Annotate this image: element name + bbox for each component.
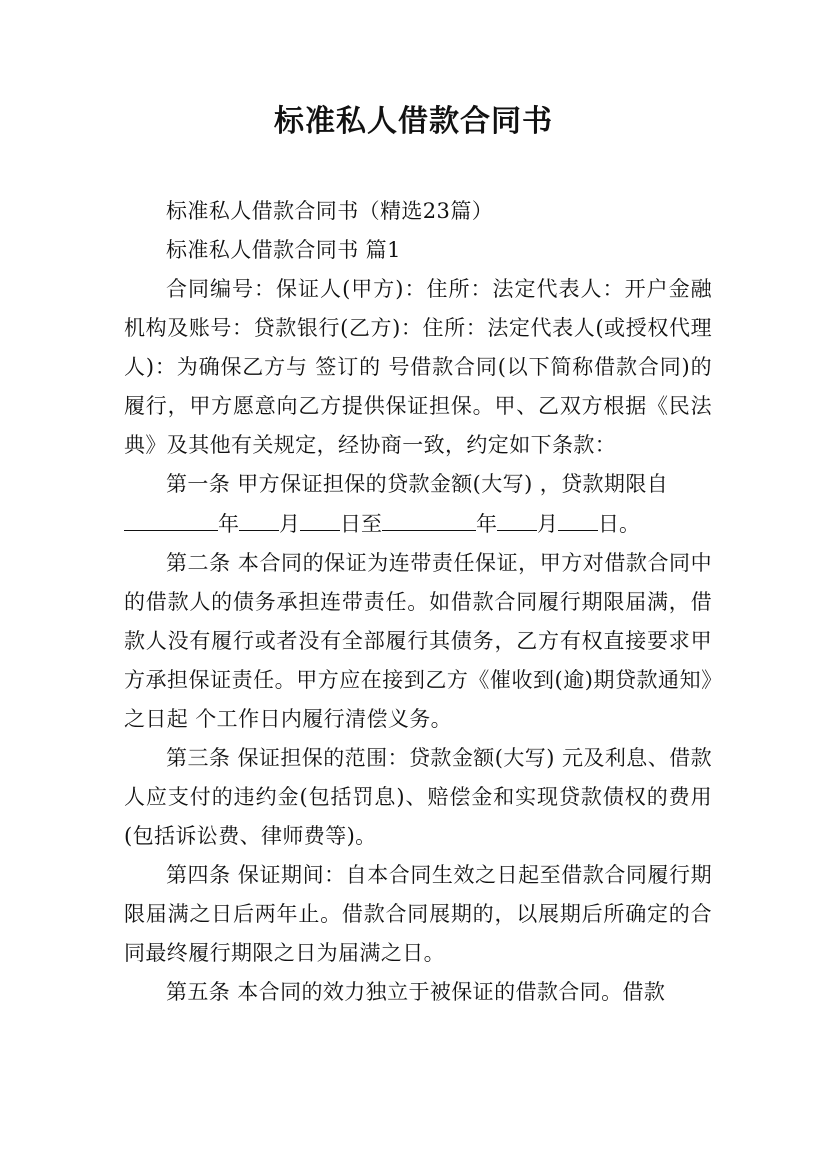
subtitle-line: 标准私人借款合同书（精选23篇） [166,199,494,223]
day-end-label: 日。 [598,512,640,536]
article-5-paragraph: 第五条 本合同的效力独立于被保证的借款合同。借款 [166,980,666,1004]
blank-field [558,504,598,531]
day-to-label: 日至 [340,512,382,536]
month-label: 月 [537,512,558,536]
intro-paragraph: 合同编号：保证人(甲方)：住所：法定代表人：开户金融机构及账号：贷款银行(乙方)：住所：法定代表人(或授权代理人)：为确保乙方与 签订的 号借款合同(以下简称借款合同)的履行，甲方愿意向乙方提供保证担保。甲、乙双方根据《民法典》及其他有关规定，经协商一致，约定如下条款： [124,277,712,457]
blank-field [497,504,537,531]
year-label: 年 [476,512,497,536]
document-body [124,192,712,1012]
month-label: 月 [279,512,300,536]
year-label: 年 [218,512,239,536]
article-1-date-line [124,504,712,544]
blank-field [124,504,218,531]
article-2-paragraph: 第二条 本合同的保证为连带责任保证，甲方对借款合同中的借款人的债务承担连带责任。如借款合同履行期限届满，借款人没有履行或者没有全部履行其债务，乙方有权直接要求甲方承担保证责任。甲方应在接到乙方《催收到(逾)期贷款通知》之日起 个工作日内履行清偿义务。 [124,551,712,731]
blank-field [382,504,476,531]
article-4-paragraph: 第四条 保证期间：自本合同生效之日起至借款合同履行期限届满之日后两年止。借款合同展期的，以展期后所确定的合同最终履行期限之日为届满之日。 [124,863,712,965]
blank-field [239,504,279,531]
document-title: 标准私人借款合同书 [274,104,553,139]
blank-field [300,504,340,531]
section-heading: 标准私人借款合同书 篇1 [166,238,401,262]
article-3-paragraph: 第三条 保证担保的范围：贷款金额(大写) 元及利息、借款人应支付的违约金(包括罚息)、赔偿金和实现贷款债权的费用(包括诉讼费、律师费等)。 [124,746,712,848]
article-1-paragraph: 第一条 甲方保证担保的贷款金额(大写) ，贷款期限自 [166,472,669,496]
